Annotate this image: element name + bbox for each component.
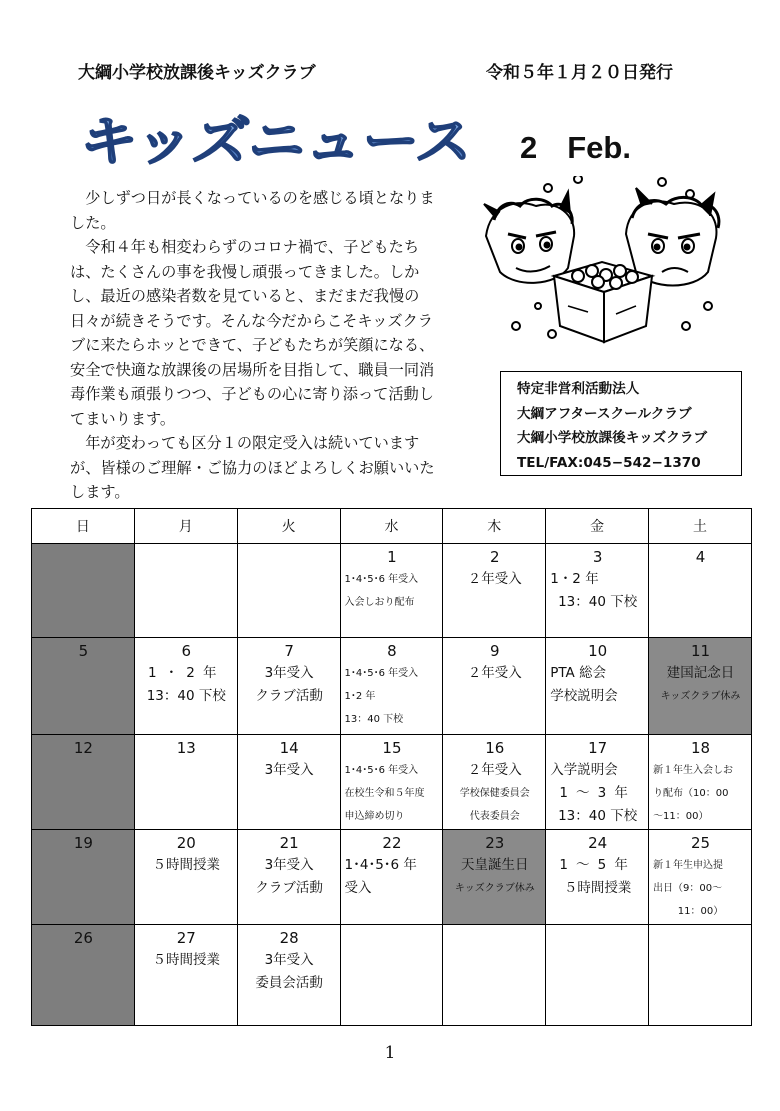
day-cell [134,735,237,830]
calendar-event: 申込締め切り [344,811,405,822]
org-line: 大綱アフタースクールクラブ [517,405,692,422]
calendar-body [32,544,752,1026]
day-cell [134,830,237,925]
calendar-event: 13：40 下校 [558,594,638,610]
calendar-event: 13：40 下校 [344,714,404,725]
day-cell [649,925,752,1026]
weekday-header: 木 [443,509,546,544]
day-cell [443,544,546,638]
issue-month: Feb. [567,130,631,165]
issue-date: 令和５年１月２０日発行 [486,63,673,83]
calendar-event: り配布（10：00 [653,788,729,799]
calendar-event: クラブ活動 [255,880,323,896]
calendar-event: クラブ活動 [255,688,323,704]
calendar-event: ２年受入 [467,762,522,778]
club-name: 大綱小学校放課後キッズクラブ [78,63,316,83]
calendar-event: 1･2 年 [344,691,376,702]
organization-box [500,371,742,476]
page-number: 1 [384,1043,396,1063]
weekday-header: 水 [340,509,443,544]
day-number: 6 [181,642,192,660]
calendar-event: ２年受入 [467,571,522,587]
calendar-event: 1～5年 [559,857,636,873]
calendar-event: 1～3年 [559,785,636,801]
intro-text [70,186,446,505]
sunday-cell [32,638,135,735]
newsletter-title [84,110,482,172]
issue-number: 2 [520,130,538,165]
day-number: 1 [387,548,397,566]
calendar-event: ５時間授業 [152,952,221,968]
day-number: 4 [695,548,706,566]
calendar-event: 1･4･5･6 年受入 [344,765,419,776]
issue-heading [520,130,631,166]
day-number: 27 [176,929,196,947]
calendar-event: 受入 [344,880,372,896]
org-phone: TEL/FAX:045−542−1370 [517,454,701,471]
calendar-event: 1・2年 [147,665,225,681]
calendar-event: 代表委員会 [469,811,520,822]
weekday-header: 火 [237,509,340,544]
day-cell [237,638,340,735]
day-number: 21 [279,834,299,852]
day-number: 12 [73,739,93,757]
calendar-event: 11：00） [677,906,724,917]
day-number: 16 [485,739,505,757]
weekday-header: 土 [649,509,752,544]
day-cell [649,735,752,830]
day-number: 15 [382,739,402,757]
day-number: 26 [73,929,93,947]
sunday-cell [32,830,135,925]
day-cell [649,830,752,925]
title-logo [84,110,482,172]
intro-paragraph: 令和４年も相変わらずのコロナ禍で、子どもたちは、たくさんの事を我慢し頑張ってきました。しかし、最近の感染者数を見ていると、まだまだ我慢の日々が続きそうです。そんな今だからこそキッズクラブに来たらホッとできて、子どもたちが笑顔になる、安全で快適な放課後の居場所を目指して、職員一同消毒作業も頑張りつつ、子どもの心に寄り添って活動してまいります。 [70,238,435,428]
calendar-event: キッズクラブ休み [454,883,535,894]
day-number: 25 [690,834,711,852]
day-number: 28 [279,929,299,947]
day-number: 7 [284,642,294,660]
day-cell [134,925,237,1026]
calendar-week-row [32,925,752,1026]
sunday-cell [32,544,135,638]
calendar-event: ５時間授業 [563,880,632,896]
day-number: 11 [690,642,711,660]
day-cell [134,544,237,638]
day-number: 8 [387,642,397,660]
sunday-cell [32,925,135,1026]
intro-paragraph: 年が変わっても区分１の限定受入は続いていますが、皆様のご理解・ご協力のほどよろしくお願いいたします。 [70,434,435,501]
calendar-event: 天皇誕生日 [461,857,529,873]
day-cell [443,638,546,735]
calendar-event: 3年受入 [264,665,314,681]
sunday-cell [32,735,135,830]
calendar-week-row [32,544,752,638]
calendar-week-row [32,830,752,925]
oni-illustration [476,176,726,356]
day-cell [340,544,443,638]
day-number: 23 [485,834,505,852]
day-cell [237,925,340,1026]
org-line: 特定非営利活動法人 [517,381,640,397]
event-calendar [31,508,752,1026]
day-cell [237,830,340,925]
day-cell [546,735,649,830]
calendar-event: 委員会活動 [255,975,323,991]
weekday-header: 月 [134,509,237,544]
day-cell [340,638,443,735]
intro-paragraph: 少しずつ日が長くなっているのを感じる頃となりました。 [70,189,435,232]
day-cell [546,925,649,1026]
calendar-event: ～11：00） [653,811,709,822]
day-number: 14 [279,739,299,757]
calendar-week-row [32,638,752,735]
weekday-header: 日 [32,509,135,544]
calendar-event: 入学説明会 [550,762,618,778]
calendar-event: 3年受入 [264,857,314,873]
day-cell [237,544,340,638]
calendar-event: 1･4･5･6 年受入 [344,668,419,679]
calendar-event: 新１年生入会しお [653,765,734,776]
day-number: 22 [382,834,402,852]
calendar-week-row [32,735,752,830]
day-number: 5 [78,642,89,660]
day-number: 19 [73,834,93,852]
calendar-event: ２年受入 [467,665,522,681]
day-cell [546,544,649,638]
day-cell [237,735,340,830]
day-cell [546,638,649,735]
holiday-cell [649,638,752,735]
calendar-event: 入会しおり配布 [344,597,415,608]
calendar-event: 在校生令和５年度 [344,788,425,799]
day-cell [134,638,237,735]
day-cell [546,830,649,925]
day-cell [649,544,752,638]
calendar-event: 建国記念日 [666,665,735,681]
day-cell [443,925,546,1026]
day-number: 18 [690,739,711,757]
calendar-event: 出日（9：00～ [653,883,723,894]
calendar-event: 13：40 下校 [146,688,226,704]
day-cell [340,925,443,1026]
day-cell [340,830,443,925]
holiday-cell [443,830,546,925]
org-line: 大綱小学校放課後キッズクラブ [517,430,708,446]
day-number: 9 [490,642,500,660]
day-number: 2 [490,548,500,566]
day-number: 17 [588,739,608,757]
title-text: キッズニュース [84,110,459,172]
calendar-event: PTA 総会 [550,665,607,681]
calendar-event: 学校保健委員会 [459,788,530,799]
day-number: 10 [588,642,608,660]
calendar-event: 3年受入 [264,762,314,778]
calendar-event: 1・2 年 [550,571,599,587]
calendar-event: 1･4･5･6 年受入 [344,574,419,585]
day-number: 20 [176,834,196,852]
weekday-header-row [32,509,752,544]
calendar-event: キッズクラブ休み [660,691,741,702]
day-cell [443,735,546,830]
calendar-event: ５時間授業 [152,857,221,873]
calendar-event: 学校説明会 [550,688,618,704]
day-cell [340,735,443,830]
weekday-header: 金 [546,509,649,544]
calendar-event: 13：40 下校 [558,808,638,824]
calendar-event: 新１年生申込提 [653,860,724,871]
oni-bean-box-icon [476,176,726,356]
day-number: 24 [588,834,608,852]
day-number: 3 [592,548,603,566]
day-number: 13 [176,739,196,757]
calendar-event: 1･4･5･6 年 [344,857,417,873]
calendar-event: 3年受入 [264,952,314,968]
